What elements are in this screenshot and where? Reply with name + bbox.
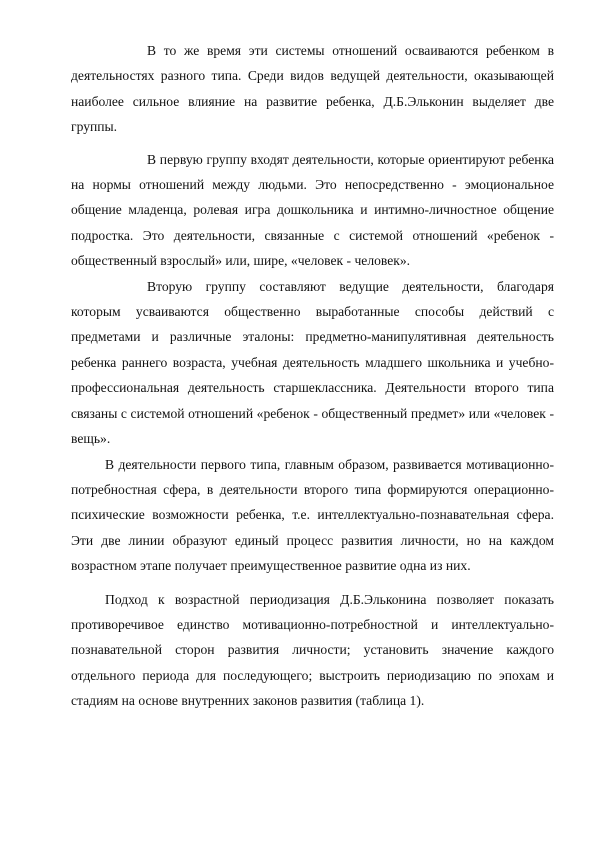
paragraph-1: В то же время эти системы отношений осваиваются ребенком в деятельностях разного типа. Среди видов ведущей деятельности, оказывающей наиболее сильное влияние на развитие ребенка, Д.Б.Эльконин выделяет две группы. — [71, 43, 554, 135]
paragraph-5: Подход к возрастной периодизация Д.Б.Эльконина позволяет показать противоречивое единство мотивационно-потребностной и интеллектуально-познавательной сторон развития личности; установить значение каждого отдельного периода для последующего; выстроить периодизацию по эпохам и стадиям на основе внутренних законов развития (таблица 1). — [71, 591, 554, 709]
paragraph-4: В деятельности первого типа, главным образом, развивается мотивационно-потребностная сфера, в деятельности второго типа формируются операционно-психические возможности ребенка, т.е. интеллектуально-познавательная сфера. Эти две линии образуют единый процесс развития личности, но на каждом возрастном этапе получает преимущественное развитие одна из них. — [71, 456, 554, 574]
document-page — [71, 38, 554, 714]
paragraph-3: Вторую группу составляют ведущие деятельности, благодаря которым усваиваются общественно выработанные способы действий с предметами и различные эталоны: предметно-манипулятивная деятельность ребенка раннего возраста, учебная деятельность младшего школьника и учебно-профессиональная деятельность старшеклассника. Деятельности второго типа связаны с системой отношений «ребенок - общественный предмет» или «человек - вещь». — [71, 278, 554, 447]
paragraph-2: В первую группу входят деятельности, которые ориентируют ребенка на нормы отношений между людьми. Это непосредственно - эмоциональное общение младенца, ролевая игра дошкольника и интимно-личностное общение подростка. Это деятельности, связанные с системой отношений «ребенок - общественный взрослый» или, шире, «человек - человек». — [71, 151, 554, 269]
